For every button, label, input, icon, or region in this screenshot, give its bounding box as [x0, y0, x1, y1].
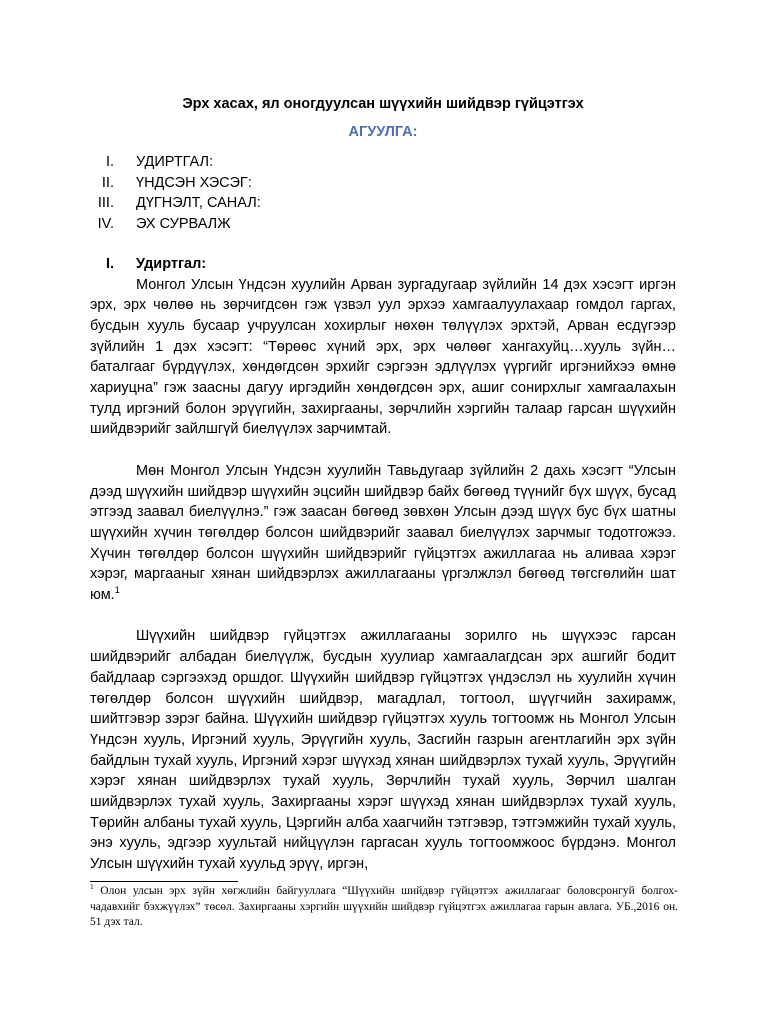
- section-heading: [90, 254, 676, 275]
- toc-title: АГУУЛГА:: [348, 124, 418, 140]
- toc-item-number: IV.: [97, 215, 114, 232]
- body-paragraph: [90, 461, 676, 606]
- section-number: I.: [105, 256, 114, 272]
- toc-item: [90, 214, 676, 235]
- table-of-contents: [90, 152, 676, 234]
- toc-item-label: ЭХ СУРВАЛЖ: [136, 215, 231, 232]
- footnote: [90, 884, 678, 931]
- toc-item-number: II.: [101, 174, 114, 191]
- body-paragraph: [90, 626, 676, 874]
- toc-item-label: УДИРТГАЛ:: [136, 154, 214, 170]
- toc-item-number: I.: [105, 154, 114, 170]
- footnote-mark: 1: [90, 882, 94, 892]
- toc-item: [90, 193, 676, 214]
- paragraph-text: Мөн Монгол Улсын Үндсэн хуулийн Тавьдугаар зүйлийн 2 дахь хэсэгт “Улсын дээд шүүхийн шийдвэр шүүхийн эцсийн шийдвэр байх бөгөөд түүнийг бүх шүүх, бусад этгээд заавал биелүүлнэ.” гэж заасан бөгөөд зөвхөн Улсын дээд шүүх бус бүх шатны шүүхийн хүчин төгөлдөр болсон шийдвэрийг заавал биелүүлэх зарчмыг тодотгожээ. Хүчин төгөлдөр болсон шүүхийн шийдвэрийг гүйцэтгэх ажиллагаа нь аливаа хэрэг хэрэг, маргааныг хянан шийдвэрлэх ажиллагааны үргэлжлэл бөгөөд төгсгөлийн шат юм.: [90, 462, 676, 604]
- body-paragraph: [90, 275, 676, 441]
- footnote-reference[interactable]: 1: [114, 585, 120, 596]
- document-title: Эрх хасах, ял оногдуулсан шүүхийн шийдвэр гүйцэтгэх: [182, 96, 584, 112]
- paragraph-text: Шүүхийн шийдвэр гүйцэтгэх ажиллагааны зорилго нь шүүхээс гарсан шийдвэрийг албадан биелүүлж, бусдын хуулиар хамгаалагдсан эрх ашгийг бодит байдлаар сэргээхэд оршдог. Шүүхийн шийдвэр гүйцэтгэх үндэслэл нь хуулийн хүчин төгөлдөр болсон шүүхийн шийдвэр, магадлал, тогтоол, шүүгчийн захирамж, шийтгэвэр зэрэг байна. Шүүхийн шийдвэр гүйцэтгэх хууль тогтоомж нь Монгол Улсын Үндсэн хууль, Иргэний хууль, Эрүүгийн хууль, Засгийн газрын агентлагийн эрх зүйн байдлын тухай хууль, Иргэний хэрэг шүүхэд хянан шийдвэрлэх тухай хууль, Эрүүгийн хэрэг хянан шийдвэрлэх тухай хууль, Зөрчлийн тухай хууль, Зөрчил шалган шийдвэрлэх тухай хууль, Захиргааны хэрэг шүүхэд хянан шийдвэрлэх тухай хууль, Төрийн албаны тухай хууль, Цэргийн алба хаагчийн тэтгэвэр, тэтгэмжийн тухай хууль, энэ хууль, эдгээр хуультай нийцүүлэн гаргасан хууль тогтоомжоос бүрдэнэ. Монгол Улсын шүүхийн тухай хуульд эрүү, иргэн,: [90, 628, 676, 873]
- section-title: Удиртгал:: [136, 256, 207, 272]
- toc-item-label: ДҮГНЭЛТ, САНАЛ:: [136, 195, 261, 211]
- footnote-text: Олон улсын эрх зүйн хөгжлийн байгууллага “Шүүхийн шийдвэр гүйцэтгэх ажиллагааг боловсронгуй болгох-чадавхийг бэхжүүлэх” төсөл. Захиргааны хэргийн шүүхийн шийдвэр гүйцэтгэх ажиллагаа гарын авлага. УБ.,2016 он. 51 дэх тал.: [90, 885, 678, 928]
- toc-item: [90, 173, 676, 194]
- paragraph-text: Монгол Улсын Үндсэн хуулийн Арван зургадугаар зүйлийн 14 дэх хэсэгт иргэн эрх, эрх чөлөө нь зөрчигдсөн гэж үзвэл уул эрхээ хамгаалуулахаар гомдол гаргах, бусдын хууль бусаар учруулсан хохирлыг нөхөн төлүүлэх эрхтэй, Арван есдүгээр зүйлийн 1 дэх хэсэгт: “Төрөөс хүний эрх, эрх чөлөөг хангахуйц…хууль зүйн…баталгааг бүрдүүлэх, хөндөгдсөн эрхийг сэргээн эдлүүлэх үүргийг иргэнийхээ өмнө хариуцна” гэж заасны дагуу иргэдийн хөндөгдсөн эрх, ашиг сонирхлыг хамгаалахын тулд иргэний болон эрүүгийн, захиргааны, зөрчлийн хэргийн талаар гарсан шүүхийн шийдвэрийг зайлшгүй биелүүлэх зарчимтай.: [90, 276, 676, 438]
- footnote-divider: [90, 881, 238, 882]
- toc-item: [90, 152, 676, 173]
- toc-item-number: III.: [97, 195, 114, 211]
- toc-item-label: ҮНДСЭН ХЭСЭГ:: [136, 174, 252, 191]
